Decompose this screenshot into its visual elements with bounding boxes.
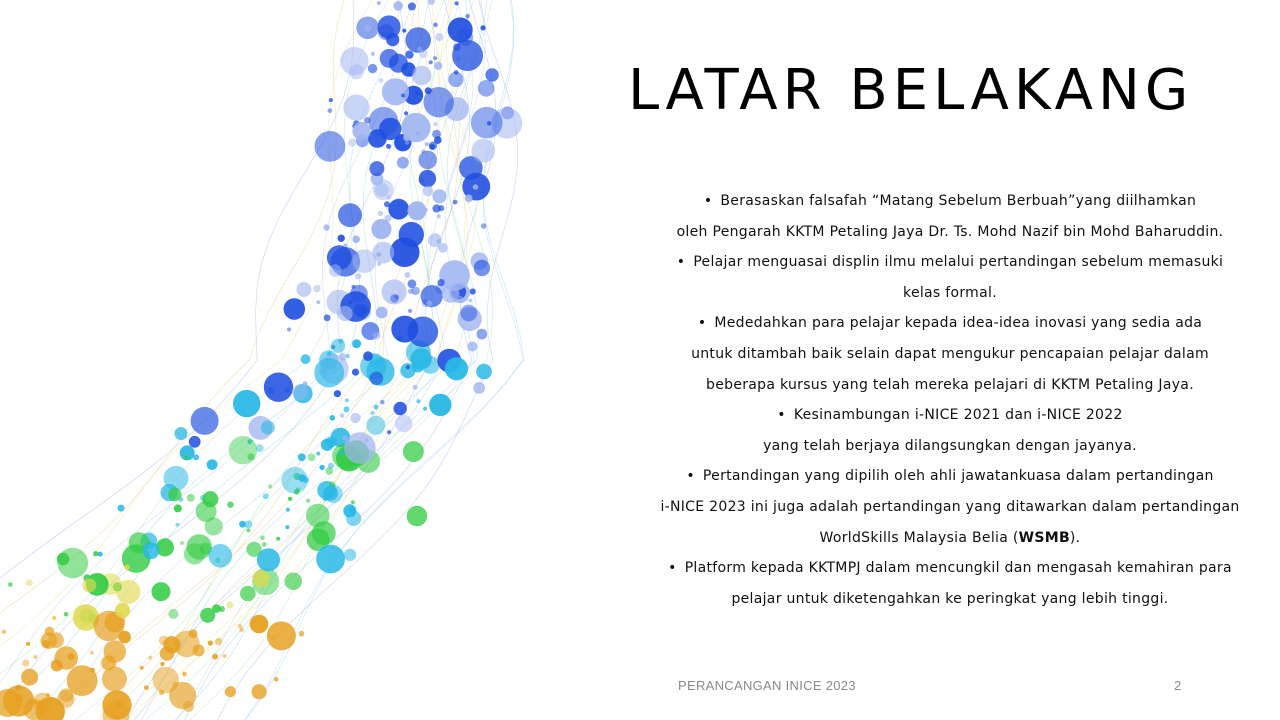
decorative-bubble xyxy=(376,307,388,319)
decorative-bubble xyxy=(229,436,257,464)
decorative-bubble xyxy=(208,640,213,645)
decorative-bubble xyxy=(288,497,292,501)
decorative-bubble xyxy=(371,52,375,56)
decorative-bubble xyxy=(338,450,344,456)
decorative-bubble xyxy=(413,385,418,390)
decorative-bubble xyxy=(324,485,342,503)
decorative-bubble xyxy=(343,95,369,121)
decorative-bubble xyxy=(316,452,320,456)
decorative-bubble xyxy=(354,304,367,317)
decorative-bubble xyxy=(113,714,117,718)
decorative-bubble xyxy=(397,157,409,169)
footer-text: PERANCANGAN INICE 2023 xyxy=(678,678,856,693)
decorative-bubble xyxy=(373,332,381,340)
decorative-bubble xyxy=(429,60,433,64)
decorative-bubble xyxy=(454,70,459,75)
decorative-bubble xyxy=(160,646,175,661)
bullet-line: • Platform kepada KKTMPJ dalam mencungkil dan mengasah kemahiran para xyxy=(668,560,1232,577)
decorative-bubble xyxy=(406,365,410,369)
decorative-bubble xyxy=(423,186,434,197)
decorative-bubble xyxy=(240,586,256,602)
decorative-bubble xyxy=(330,439,334,443)
decorative-bubble xyxy=(408,3,416,11)
decorative-bubble xyxy=(205,517,223,535)
decorative-bubble xyxy=(378,211,383,216)
decorative-bubble xyxy=(209,544,233,568)
decorative-bubble xyxy=(276,537,280,541)
decorative-bubble xyxy=(405,51,413,59)
decorative-bubble xyxy=(57,690,75,708)
bullet-line: • Pertandingan yang dipilih oleh ahli jawatankuasa dalam pertandingan xyxy=(686,468,1214,485)
decorative-bubble xyxy=(480,25,485,30)
decorative-bubble xyxy=(397,335,403,341)
decorative-bubble xyxy=(90,651,94,655)
decorative-bubble xyxy=(385,215,392,222)
bullet-line: beberapa kursus yang telah mereka pelajari di KKTM Petaling Jaya. xyxy=(706,376,1194,393)
decorative-bubble xyxy=(33,693,52,712)
decorative-bubble xyxy=(226,602,233,609)
decorative-bubble xyxy=(437,214,441,218)
decorative-bubble xyxy=(215,638,222,645)
decorative-bubble xyxy=(434,136,442,144)
decorative-bubble xyxy=(380,400,384,404)
decorative-bubble xyxy=(267,621,296,650)
decorative-bubble xyxy=(344,432,376,464)
bullet-line: kelas formal. xyxy=(903,284,997,301)
decorative-bubble xyxy=(407,506,428,527)
decorative-bubble xyxy=(57,553,70,566)
decorative-bubble xyxy=(284,298,306,320)
decorative-bubble xyxy=(115,603,130,618)
decorative-bubble xyxy=(424,87,454,117)
decorative-bubble xyxy=(329,264,342,277)
decorative-bubble xyxy=(438,279,445,286)
decorative-bubble xyxy=(352,122,370,140)
decorative-bubble xyxy=(473,184,478,189)
decorative-bubble xyxy=(180,541,184,545)
decorative-bubble xyxy=(260,627,264,631)
decorative-bubble xyxy=(140,666,144,670)
decorative-bubble xyxy=(303,381,308,386)
decorative-bubble xyxy=(239,628,244,633)
decorative-bubble xyxy=(433,56,437,60)
decorative-bubble xyxy=(338,235,345,242)
decorative-bubble xyxy=(52,616,56,620)
decorative-bubble xyxy=(419,170,436,187)
decorative-bubble xyxy=(292,384,308,400)
decorative-bubble xyxy=(2,630,6,634)
decorative-bubble xyxy=(245,520,253,528)
decorative-bubble xyxy=(345,398,349,402)
bullet-marker: • xyxy=(676,254,686,271)
decorative-bubble xyxy=(148,656,152,660)
decorative-bubble xyxy=(207,459,218,470)
decorative-bubble xyxy=(268,387,275,394)
decorative-bubble xyxy=(325,467,333,475)
bullet-line: oleh Pengarah KKTM Petaling Jaya Dr. Ts. Mohd Nazif bin Mohd Baharuddin. xyxy=(676,223,1224,240)
decorative-bubble xyxy=(485,68,498,81)
decorative-bubble xyxy=(26,642,30,646)
decorative-bubble xyxy=(438,205,444,211)
decorative-bubble xyxy=(363,351,373,361)
decorative-bubble xyxy=(246,542,261,557)
decorative-bubble xyxy=(246,528,250,532)
decorative-bubble xyxy=(164,466,189,491)
bullet-marker: • xyxy=(686,468,695,485)
decorative-bubble xyxy=(187,534,212,559)
decorative-bubble xyxy=(64,612,69,617)
decorative-bubble xyxy=(189,436,201,448)
decorative-bubble xyxy=(182,672,187,677)
decorative-bubble xyxy=(408,317,439,348)
decorative-bubble xyxy=(419,50,428,59)
decorative-bubble xyxy=(473,382,485,394)
decorative-bubble xyxy=(428,0,435,5)
decorative-bubble xyxy=(250,615,269,634)
decorative-bubble xyxy=(476,364,492,380)
decorative-bubble xyxy=(460,305,477,322)
decorative-bubble xyxy=(355,273,361,279)
decorative-bubble xyxy=(168,488,182,502)
decorative-bubble xyxy=(432,189,446,203)
decorative-bubble xyxy=(173,631,199,657)
decorative-bubble xyxy=(433,122,437,126)
decorative-bubble xyxy=(402,29,406,33)
decorative-strand xyxy=(0,0,372,720)
decorative-bubble xyxy=(55,646,79,670)
decorative-bubble xyxy=(287,328,291,332)
decorative-bubble xyxy=(160,662,164,666)
decorative-bubble xyxy=(26,579,33,586)
decorative-bubble xyxy=(364,117,371,124)
decorative-bubble xyxy=(410,348,431,369)
decorative-bubble xyxy=(8,582,13,587)
bullet-marker: • xyxy=(703,193,713,209)
decorative-bubble xyxy=(388,199,409,220)
bullet-line: untuk ditambah baik selain dapat mengukur pencapaian pelajar dalam xyxy=(691,345,1209,362)
decorative-bubble xyxy=(373,242,395,264)
decorative-bubble xyxy=(296,487,300,491)
decorative-bubble xyxy=(370,372,384,386)
decorative-bubble xyxy=(316,545,345,574)
decorative-bubble xyxy=(434,62,442,70)
decorative-bubble xyxy=(343,504,356,517)
decorative-bubble xyxy=(306,499,310,503)
decorative-bubble xyxy=(386,144,391,149)
decorative-bubble xyxy=(340,413,344,417)
decorative-bubble xyxy=(387,430,391,434)
decorative-bubble xyxy=(395,415,412,432)
decorative-bubble xyxy=(233,390,260,417)
decorative-bubble xyxy=(343,436,348,441)
decorative-bubble xyxy=(470,288,476,294)
decorative-bubble xyxy=(187,494,195,502)
decorative-bubble xyxy=(417,399,421,403)
decorative-bubble xyxy=(285,525,289,529)
decorative-bubble xyxy=(401,113,430,142)
decorative-bubble xyxy=(370,411,374,415)
page-number: 2 xyxy=(1174,678,1182,693)
decorative-bubble xyxy=(301,354,311,364)
slide-title: LATAR BELAKANG xyxy=(628,58,1194,123)
decorative-bubble xyxy=(471,139,495,163)
decorative-bubble xyxy=(316,300,320,304)
decorative-bubble xyxy=(118,631,131,644)
decorative-bubble xyxy=(16,695,23,702)
decorative-bubble xyxy=(477,329,488,340)
bullet-marker: • xyxy=(697,315,707,332)
decorative-bubble xyxy=(374,405,379,410)
decorative-bubble xyxy=(348,139,356,147)
decorative-bubble xyxy=(41,632,58,649)
decorative-bubble xyxy=(418,151,437,170)
decorative-bubble xyxy=(380,49,399,68)
decorative-bubble xyxy=(429,144,435,150)
decorative-bubble xyxy=(352,235,360,243)
bullet-line: yang telah berjaya dilangsungkan dengan jayanya. xyxy=(763,437,1137,454)
decorative-bubble xyxy=(408,201,427,220)
decorative-bubble xyxy=(427,300,433,306)
decorative-bubble xyxy=(314,358,344,388)
bullet-line: i-NICE 2023 ini juga adalah pertandingan yang ditawarkan dalam pertandingan xyxy=(660,498,1240,515)
decorative-bubble xyxy=(299,631,305,637)
decorative-bubble xyxy=(227,502,233,508)
bullet-line: • Berasaskan falsafah “Matang Sebelum Berbuah”yang diilhamkan xyxy=(703,193,1197,209)
decorative-bubble xyxy=(478,80,495,97)
decorative-bubble xyxy=(412,66,432,86)
decorative-bubble xyxy=(263,493,269,499)
decorative-bubble xyxy=(428,233,442,247)
decorative-bubble xyxy=(408,309,412,313)
decorative-bubble xyxy=(344,549,356,561)
decorative-bubble xyxy=(352,339,361,348)
decorative-bubble xyxy=(193,454,199,460)
decorative-bubble xyxy=(102,666,127,691)
decorative-bubble xyxy=(191,407,219,435)
decorative-bubble xyxy=(465,195,473,203)
decorative-bubble xyxy=(93,551,98,556)
decorative-bubble xyxy=(369,161,384,176)
decorative-bubble xyxy=(200,608,215,623)
decorative-bubble xyxy=(323,224,329,230)
decorative-bubble xyxy=(34,655,38,659)
decorative-bubble xyxy=(393,1,403,11)
decorative-bubble xyxy=(423,407,427,411)
decorative-bubble xyxy=(379,118,401,140)
decorative-bubble xyxy=(465,14,469,18)
decorative-bubble xyxy=(268,484,272,488)
decorative-bubble xyxy=(334,390,341,397)
decorative-bubble xyxy=(453,200,458,205)
decorative-bubble xyxy=(408,279,417,288)
bullet-line: • Pelajar menguasai displin ilmu melalui pertandingan sebelum memasuki xyxy=(676,254,1224,271)
decorative-bubble xyxy=(429,394,451,416)
decorative-bubble xyxy=(350,413,360,423)
decorative-bubble xyxy=(405,141,409,145)
decorative-bubble xyxy=(349,64,364,79)
decorative-bubble xyxy=(371,219,391,239)
decorative-bubble xyxy=(101,655,116,670)
decorative-bubble xyxy=(252,570,269,587)
decorative-strand xyxy=(98,0,458,720)
decorative-bubble xyxy=(262,542,267,547)
decorative-bubble xyxy=(378,24,394,40)
decorative-bubble xyxy=(223,654,227,658)
decorative-bubble xyxy=(404,272,410,278)
decorative-bubble xyxy=(168,609,178,619)
decorative-bubble xyxy=(286,508,290,512)
decorative-bubble xyxy=(338,203,362,227)
decorative-bubble xyxy=(261,421,275,435)
decorative-bubble xyxy=(425,142,429,146)
decorative-bubble xyxy=(331,339,345,353)
decorative-bubble xyxy=(144,685,149,690)
decorative-bubble xyxy=(174,504,182,512)
decorative-bubble xyxy=(82,578,96,592)
decorative-bubble xyxy=(184,455,189,460)
decorative-bubble xyxy=(260,535,265,540)
bullet-line: • Mededahkan para pelajar kepada idea-idea inovasi yang sedia ada xyxy=(697,315,1203,332)
decorative-bubble xyxy=(364,25,371,32)
decorative-bubble xyxy=(22,660,29,667)
decorative-bubble xyxy=(377,1,381,5)
decorative-bubble xyxy=(313,285,320,292)
decorative-bubble xyxy=(373,180,394,201)
decorative-bubble xyxy=(308,454,316,462)
decorative-bubble xyxy=(366,416,385,435)
decorative-bubble xyxy=(202,491,218,507)
decorative-bubble xyxy=(98,552,103,557)
decorative-bubble-stream xyxy=(0,0,620,720)
decorative-bubble xyxy=(118,505,125,512)
decorative-bubble xyxy=(152,582,171,601)
decorative-bubble xyxy=(343,243,347,247)
decorative-bubble xyxy=(319,465,324,470)
bullet-list xyxy=(640,186,1260,614)
decorative-bubble xyxy=(468,299,472,303)
decorative-bubble xyxy=(303,477,309,483)
bullet-line: WorldSkills Malaysia Belia (WSMB). xyxy=(819,529,1081,546)
decorative-bubble xyxy=(143,542,160,559)
decorative-bubble xyxy=(448,17,473,42)
decorative-bubble xyxy=(298,453,306,461)
decorative-bubble xyxy=(21,669,38,686)
decorative-bubble xyxy=(175,523,179,527)
decorative-bubble xyxy=(124,565,130,571)
decorative-bubble xyxy=(212,654,218,660)
decorative-bubble xyxy=(452,40,483,71)
decorative-bubble xyxy=(404,111,408,115)
decorative-bubble xyxy=(401,94,405,98)
decorative-bubble xyxy=(471,107,503,139)
decorative-bubble xyxy=(403,441,424,462)
bullet-marker: • xyxy=(668,560,677,577)
decorative-bubble xyxy=(399,222,424,247)
bullet-line: pelajar untuk diketengahkan ke peringkat yang lebih tinggi. xyxy=(731,590,1169,607)
decorative-bubble xyxy=(368,64,377,73)
decorative-bubble xyxy=(329,98,333,102)
decorative-bubble xyxy=(225,686,236,697)
decorative-bubble xyxy=(274,677,279,682)
decorative-bubble xyxy=(445,357,468,380)
decorative-bubble xyxy=(433,23,437,27)
decorative-bubble xyxy=(455,1,459,5)
decorative-bubble xyxy=(351,500,355,504)
decorative-bubble xyxy=(175,427,188,440)
decorative-bubble xyxy=(481,223,487,229)
decorative-bubble xyxy=(467,341,477,351)
decorative-bubble xyxy=(296,282,311,297)
decorative-bubble xyxy=(382,78,409,105)
decorative-bubble xyxy=(394,402,407,415)
decorative-bubble xyxy=(330,415,336,421)
decorative-bubble xyxy=(285,573,303,591)
decorative-bubble xyxy=(324,314,331,321)
decorative-bubble xyxy=(379,78,384,83)
decorative-bubble xyxy=(435,33,443,41)
decorative-bubble xyxy=(390,294,399,303)
decorative-bubble xyxy=(90,668,95,673)
decorative-bubble xyxy=(459,296,463,300)
decorative-bubble xyxy=(352,369,359,376)
decorative-bubble xyxy=(264,373,293,402)
decorative-bubble xyxy=(252,684,267,699)
decorative-bubble xyxy=(337,306,352,321)
bullet-marker: • xyxy=(777,407,786,424)
decorative-bubble xyxy=(219,606,225,612)
decorative-bubble xyxy=(153,667,180,694)
decorative-bubble xyxy=(315,131,346,162)
bullet-line: • Kesinambungan i-NICE 2021 dan i-NICE 2022 xyxy=(777,407,1123,424)
decorative-bubble xyxy=(474,260,490,276)
decorative-bubble xyxy=(439,260,470,291)
decorative-bubble xyxy=(328,108,333,113)
decorative-bubble xyxy=(344,406,350,412)
